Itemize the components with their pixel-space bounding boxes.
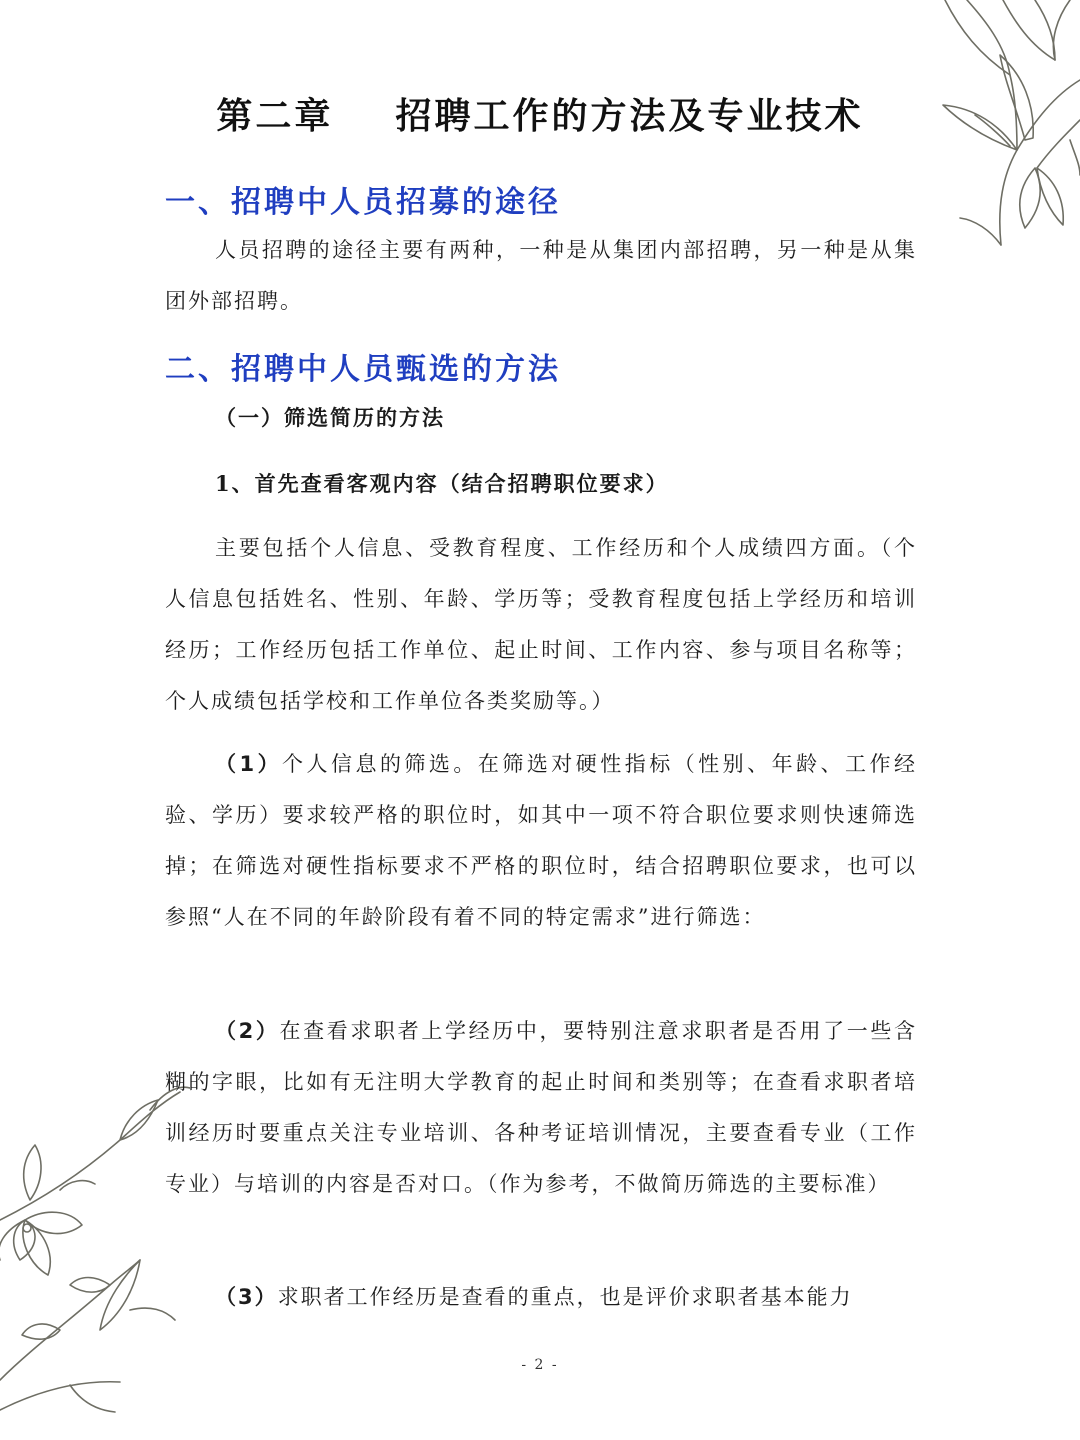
paragraph-point-2 [165,1006,917,1210]
paragraph-recruitment-channels: 人员招聘的途径主要有两种，一种是从集团内部招聘，另一种是从集团外部招聘。 [165,238,917,313]
page-number: - 2 - [521,1357,559,1373]
item-heading-objective-content: 1、首先查看客观内容（结合招聘职位要求） [215,471,669,496]
section-heading-recruitment-channels: 一、招聘中人员招募的途径 [165,185,561,220]
blossom-branch-illustration [0,1080,190,1440]
section-heading-selection-methods: 二、招聘中人员甄选的方法 [165,352,561,387]
point-number: （1） [215,752,283,776]
chapter-title: 第二章 招聘工作的方法及专业技术 [216,95,864,137]
subheading-resume-screening: （一）筛选简历的方法 [215,405,445,430]
point-text: 求职者工作经历是查看的重点，也是评价求职者基本能力 [277,1285,853,1309]
point-number: （3） [215,1285,278,1309]
paragraph-objective-content: 主要包括个人信息、受教育程度、工作经历和个人成绩四方面。（个人信息包括姓名、性别、年龄、学历等；受教育程度包括上学经历和培训经历；工作经历包括工作单位、起止时间、工作内容、参与项目名称等；个人成绩包括学校和工作单位各类奖励等。） [165,536,917,713]
point-number: （2） [215,1019,280,1043]
point-text: 个人信息的筛选。在筛选对硬性指标（性别、年龄、工作经验、学历）要求较严格的职位时，如其中一项不符合职位要求则快速筛选掉；在筛选对硬性指标要求不严格的职位时，结合招聘职位要求，也可以参照“人在不同的年龄阶段有着不同的特定需求”进行筛选： [165,752,917,929]
point-text: 在查看求职者上学经历中，要特别注意求职者是否用了一些含糊的字眼，比如有无注明大学教育的起止时间和类别等；在查看求职者培训经历时要重点关注专业培训、各种考证培训情况，主要查看专业（工作专业）与培训的内容是否对口。（作为参考，不做简历筛选的主要标准） [165,1019,917,1196]
paragraph-point-3 [165,1272,917,1323]
paragraph-point-1 [165,739,917,943]
